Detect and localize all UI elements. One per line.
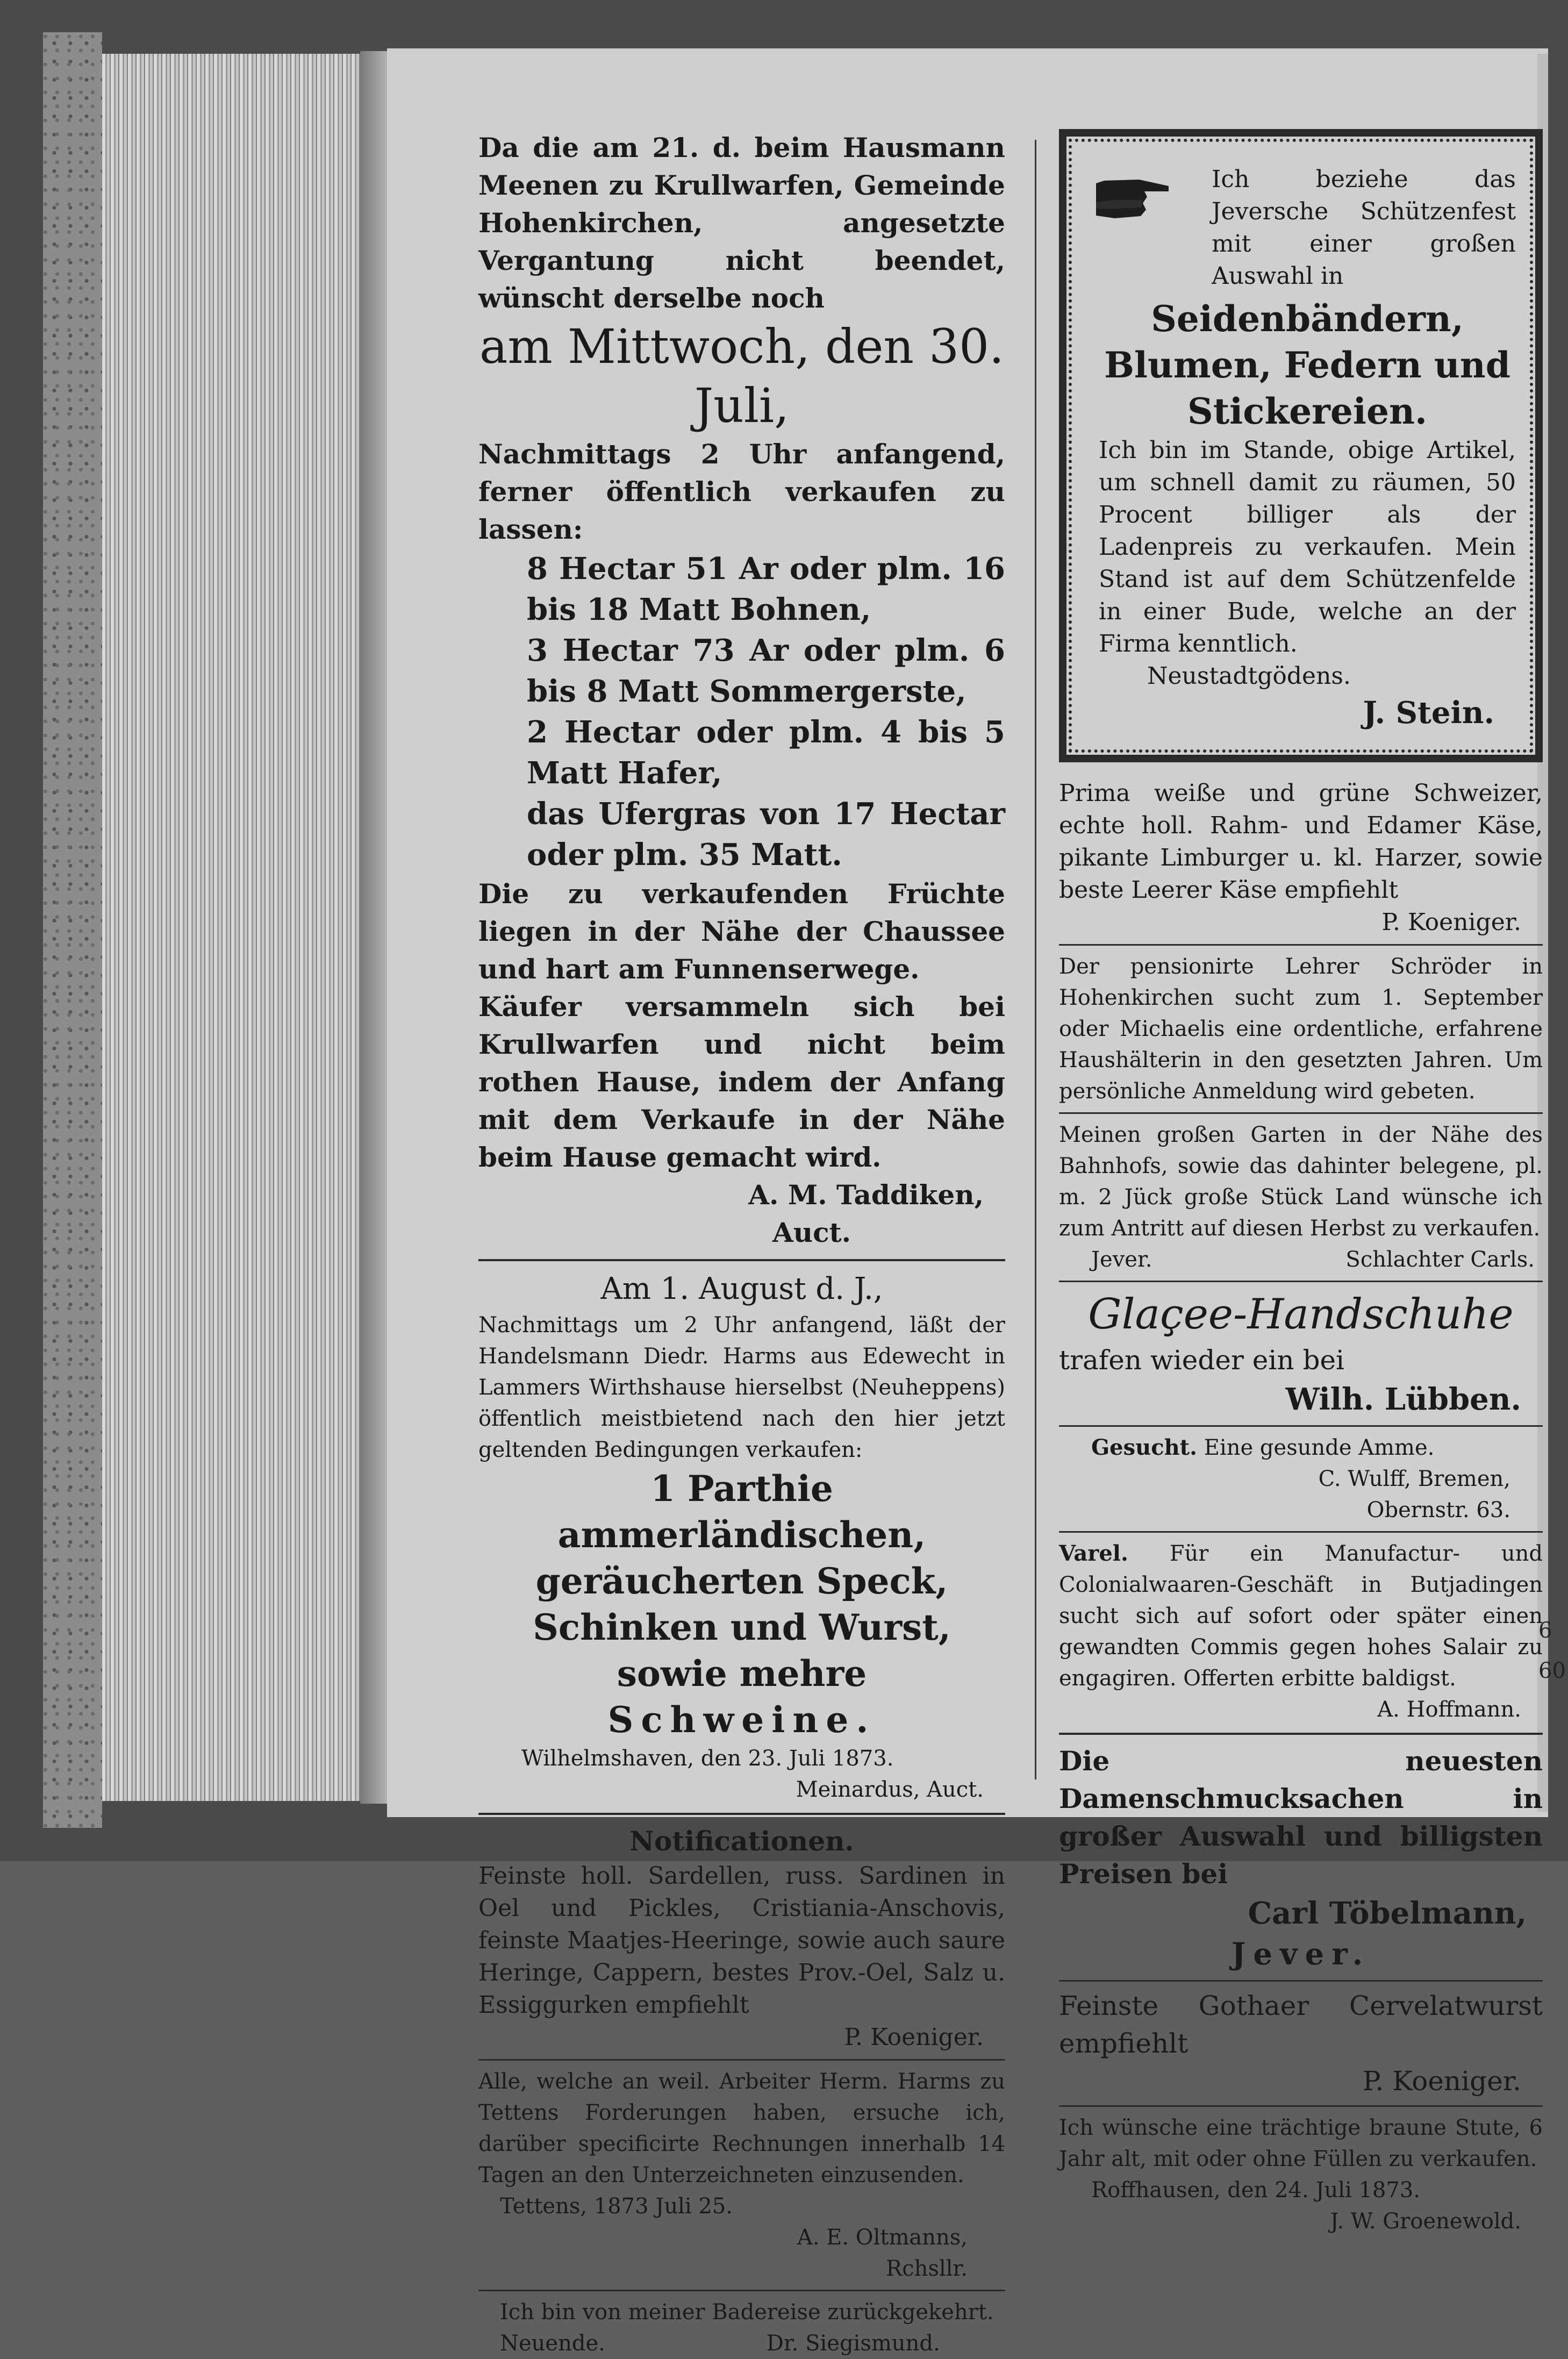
auction-notice-krullwarfen — [478, 129, 1005, 1252]
garden-sale-ad — [1059, 1119, 1543, 1275]
divider — [478, 2290, 1005, 2291]
speck-line1: 1 Parthie ammerländischen, geräucherten Speck, — [535, 1468, 948, 1602]
auction-item-grass: das Ufergras von 17 Hectar oder plm. 35 Matt. — [527, 796, 1005, 873]
auction-notice-speck — [478, 1269, 1005, 1805]
speck-signature: Meinardus, Auct. — [796, 1777, 984, 1802]
mare-body: Ich wünsche eine trächtige braune Stute, 6 Jahr alt, mit oder ohne Füllen zu verkaufen. — [1059, 2115, 1543, 2171]
speck-place-date: Wilhelmshaven, den 23. Juli 1873. — [521, 1746, 894, 1771]
commis-body-line — [1059, 1538, 1543, 1694]
gloves-body: trafen wieder ein bei — [1059, 1345, 1345, 1376]
stein-intro: Ich beziehe das Jeversche Schützenfest mit einer großen Auswahl in — [1212, 166, 1516, 290]
sausage-signature: P. Koeniger. — [1362, 2065, 1521, 2097]
gloves-ad — [1059, 1288, 1543, 1420]
creditors-place-date: Tettens, 1873 Juli 25. — [500, 2194, 733, 2219]
wetnurse-address: Obernstr. 63. — [1366, 1498, 1510, 1522]
divider — [1059, 1531, 1543, 1533]
sausage-body: Feinste Gothaer Cervelatwurst empfiehlt — [1059, 1990, 1543, 2059]
sausage-ad — [1059, 1987, 1543, 2100]
gloves-headline: Glaçee-Handschuhe — [1088, 1290, 1514, 1339]
auction-item-oats: 2 Hectar oder plm. 4 bis 5 Matt Hafer, — [527, 714, 1005, 791]
notifications-body: Feinste holl. Sardellen, russ. Sardinen in Oel und Pickles, Cristiania-Anschovis, feinste Maatjes-Heeringe, sowie auch saure Heringe, Cappern, bestes Prov.-Oel, Salz u. Essiggurken empfiehlt — [478, 1862, 1006, 2019]
gloves-signature: Wilh. Lübben. — [1285, 1382, 1521, 1417]
commis-label: Varel. — [1059, 1541, 1128, 1566]
divider — [1059, 1980, 1543, 1982]
divider — [1059, 1112, 1543, 1114]
speck-line2: Schinken und Wurst, — [533, 1606, 951, 1648]
divider — [1059, 1281, 1543, 1282]
book-cover-edge — [43, 32, 102, 1828]
creditors-notice — [478, 2066, 1005, 2284]
return-body: Ich bin von meiner Badereise zurückgekehrt. — [500, 2300, 994, 2325]
return-signature: Dr. Siegismund. — [766, 2331, 940, 2356]
auction-location: Die zu verkaufenden Früchte liegen in der Nähe der Chaussee und hart am Funnenserwege. — [478, 878, 1005, 985]
cheese-body: Prima weiße und grüne Schweizer, echte holl. Rahm- und Edamer Käse, pikante Limburger u. kl. Harzer, sowie beste Leerer Käse empfiehlt — [1059, 780, 1543, 904]
return-place: Neuende. — [500, 2331, 605, 2356]
auction-item-beans: 8 Hectar 51 Ar oder plm. 16 bis 18 Matt Bohnen, — [527, 551, 1005, 627]
notifications-ad — [478, 1822, 1005, 2054]
commis-signature: A. Hoffmann. — [1377, 1697, 1521, 1722]
column-rule — [1035, 140, 1036, 1779]
creditors-signature: A. E. Oltmanns, — [797, 2225, 968, 2250]
stein-body: Ich bin im Stande, obige Artikel, um schnell damit zu räumen, 50 Procent billiger als der Ladenpreis zu verkaufen. Mein Stand ist auf dem Schützenfelde in einer Bude, welche an der Firma kenntlich. — [1099, 437, 1516, 657]
housekeeper-ad — [1059, 951, 1543, 1107]
return-place-signature — [478, 2328, 1005, 2359]
margin-number-bottom: 60 — [1538, 1659, 1566, 1683]
stein-headline: Seidenbändern, Blumen, Federn und Stickereien. — [1104, 298, 1510, 432]
divider — [1059, 944, 1543, 946]
auction-buyers-meet: Käufer versammeln sich bei Krullwarfen und nicht beim rothen Hause, indem der Anfang mit dem Verkaufe in der Nähe beim Hause gemacht wird. — [478, 991, 1005, 1173]
wetnurse-ad — [1059, 1432, 1543, 1526]
stein-signature: J. Stein. — [1363, 695, 1494, 731]
divider — [1059, 2105, 1543, 2107]
auction-date-headline: am Mittwoch, den 30. Juli, — [479, 319, 1005, 433]
housekeeper-body: Der pensionirte Lehrer Schröder in Hohenkirchen sucht zum 1. September oder Michaelis eine ordentliche, erfahrene Haushälterin in den gesetzten Jahren. Um persönliche Anmeldung wird gebeten. — [1059, 954, 1543, 1104]
auction-signature-title: Auct. — [772, 1217, 851, 1248]
speck-line4: Schweine. — [607, 1699, 876, 1741]
jewelry-ad — [1059, 1742, 1543, 1975]
pointing-hand-icon — [1093, 165, 1174, 229]
page-stack-edges — [102, 54, 376, 1801]
commis-body: Für ein Manufactur- und Colonialwaaren-Geschäft in Butjadingen sucht sich auf sofort oder später einen gewandten Commis gegen hohes Salair zu engagiren. Offerten erbitte baldigst. — [1059, 1541, 1543, 1691]
garden-place-signature — [1059, 1244, 1543, 1275]
divider — [478, 1813, 1005, 1815]
mare-sale-ad — [1059, 2112, 1543, 2237]
cheese-signature: P. Koeniger. — [1381, 909, 1521, 936]
left-column — [478, 129, 1005, 2359]
jewelry-place: Jever. — [1231, 1936, 1371, 1972]
speck-heading: Am 1. August d. J., — [600, 1271, 883, 1306]
auction-intro: Da die am 21. d. beim Hausmann Meenen zu Krullwarfen, Gemeinde Hohenkirchen, angesetzte Vergantung nicht beendet, wünscht derselbe noch — [478, 132, 1005, 314]
divider — [1059, 1425, 1543, 1427]
jewelry-name: Carl Töbelmann, — [1248, 1896, 1527, 1931]
notifications-heading: Notificationen. — [629, 1825, 854, 1857]
divider — [478, 2059, 1005, 2061]
right-column — [1059, 129, 1543, 2237]
divider — [478, 1259, 1005, 1261]
margin-number-top: 6 — [1538, 1618, 1552, 1643]
creditors-signature-title: Rchsllr. — [886, 2256, 968, 2281]
scan-right-border — [1548, 0, 1568, 1861]
jewelry-body: Die neuesten Damenschmucksachen in großer Auswahl und billigsten Preisen bei — [1059, 1745, 1543, 1890]
auction-time: Nachmittags 2 Uhr anfangend, ferner öffentlich verkaufen zu lassen: — [478, 438, 1005, 545]
cheese-ad — [1059, 777, 1543, 939]
auction-signature: A. M. Taddiken, — [748, 1179, 984, 1211]
wetnurse-line — [1059, 1432, 1543, 1463]
mare-place-date: Roffhausen, den 24. Juli 1873. — [1091, 2178, 1421, 2203]
speck-body: Nachmittags um 2 Uhr anfangend, läßt der Handelsmann Diedr. Harms aus Edewecht in Lammers Wirthshause hierselbst (Neuheppens) öffentlich meistbietend nach den hier jetzt geltenden Bedingungen verkaufen: — [478, 1313, 1005, 1462]
garden-place: Jever. — [1091, 1247, 1152, 1272]
garden-body: Meinen großen Garten in der Nähe des Bahnhofs, sowie das dahinter belegene, pl. m. 2 Jück große Stück Land wünsche ich zum Antritt auf diesen Herbst zu verkaufen. — [1059, 1123, 1543, 1241]
return-notice — [478, 2297, 1005, 2359]
speck-line3: sowie mehre — [617, 1653, 867, 1695]
wetnurse-signature: C. Wulff, Bremen, — [1318, 1467, 1510, 1491]
wetnurse-body: Eine gesunde Amme. — [1204, 1435, 1435, 1460]
stein-framed-ad — [1059, 129, 1543, 762]
divider — [1059, 1733, 1543, 1735]
garden-signature: Schlachter Carls. — [1345, 1247, 1535, 1272]
stein-place: Neustadtgödens. — [1147, 662, 1351, 690]
commis-wanted-ad — [1059, 1538, 1543, 1725]
wetnurse-label: Gesucht. — [1091, 1435, 1198, 1460]
notifications-signature: P. Koeniger. — [844, 2024, 984, 2051]
creditors-body: Alle, welche an weil. Arbeiter Herm. Harms zu Tettens Forderungen haben, ersuche ich, darüber specificirte Rechnungen innerhalb 14 Tagen an den Unterzeichneten einzusenden. — [478, 2069, 1005, 2188]
auction-item-barley: 3 Hectar 73 Ar oder plm. 6 bis 8 Matt Sommergerste, — [527, 633, 1005, 709]
mare-signature: J. W. Groenewold. — [1330, 2209, 1521, 2234]
